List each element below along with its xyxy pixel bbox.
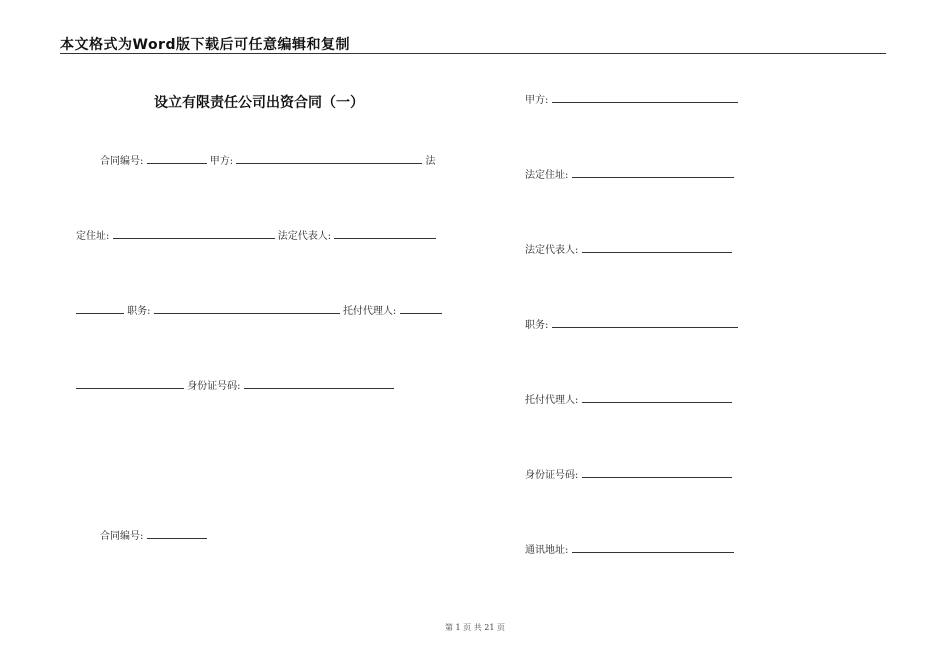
page-number: 第 1 页 共 21 页 bbox=[445, 623, 505, 632]
right-mail bbox=[525, 542, 734, 558]
agent-label-right: 托付代理人: bbox=[525, 395, 579, 406]
right-rep bbox=[525, 242, 732, 258]
address-label-start: 法 bbox=[425, 156, 436, 167]
id-blank[interactable] bbox=[244, 378, 394, 389]
left-row-4 bbox=[76, 378, 394, 394]
post-blank-right[interactable] bbox=[552, 317, 738, 328]
post-blank[interactable] bbox=[154, 303, 340, 314]
right-agent bbox=[525, 392, 732, 408]
contract-no-blank-2[interactable] bbox=[147, 528, 207, 539]
header-banner: 本文格式为Word版下载后可任意编辑和复制 bbox=[60, 37, 350, 53]
party-a-blank-right[interactable] bbox=[552, 92, 738, 103]
rep-blank[interactable] bbox=[334, 228, 436, 239]
rep-label: 法定代表人: bbox=[277, 231, 332, 242]
rep-blank-right[interactable] bbox=[582, 242, 732, 253]
post-label-right: 职务: bbox=[525, 320, 549, 331]
left-row-5 bbox=[100, 528, 207, 544]
agent-blank-cont[interactable] bbox=[76, 378, 184, 389]
address-label: 定住址: bbox=[76, 231, 110, 242]
right-post bbox=[525, 317, 738, 333]
rep-blank-cont[interactable] bbox=[76, 303, 124, 314]
left-row-2 bbox=[76, 228, 436, 244]
id-blank-right[interactable] bbox=[582, 467, 732, 478]
party-a-label: 甲方: bbox=[209, 156, 234, 167]
mail-label-right: 通讯地址: bbox=[525, 545, 569, 556]
contract-no-label: 合同编号: bbox=[100, 156, 144, 167]
address-blank-right[interactable] bbox=[572, 167, 734, 178]
contract-no-label-2: 合同编号: bbox=[100, 531, 144, 542]
address-label-right: 法定住址: bbox=[525, 170, 569, 181]
id-label: 身份证号码: bbox=[187, 381, 241, 392]
id-label-right: 身份证号码: bbox=[525, 470, 579, 481]
party-a-blank[interactable] bbox=[236, 153, 422, 164]
address-blank[interactable] bbox=[113, 228, 275, 239]
agent-label: 托付代理人: bbox=[342, 306, 397, 317]
right-id bbox=[525, 467, 732, 483]
rep-label-right: 法定代表人: bbox=[525, 245, 579, 256]
document-title: 设立有限责任公司出资合同（一） bbox=[154, 95, 364, 111]
agent-blank[interactable] bbox=[400, 303, 442, 314]
mail-blank-right[interactable] bbox=[572, 542, 734, 553]
left-row-1 bbox=[100, 153, 436, 169]
right-party-a bbox=[525, 92, 738, 108]
agent-blank-right[interactable] bbox=[582, 392, 732, 403]
post-label: 职务: bbox=[127, 306, 151, 317]
party-a-label-right: 甲方: bbox=[525, 95, 549, 106]
contract-no-blank[interactable] bbox=[147, 153, 207, 164]
header-rule bbox=[60, 53, 886, 54]
right-address bbox=[525, 167, 734, 183]
left-row-3 bbox=[76, 303, 442, 319]
